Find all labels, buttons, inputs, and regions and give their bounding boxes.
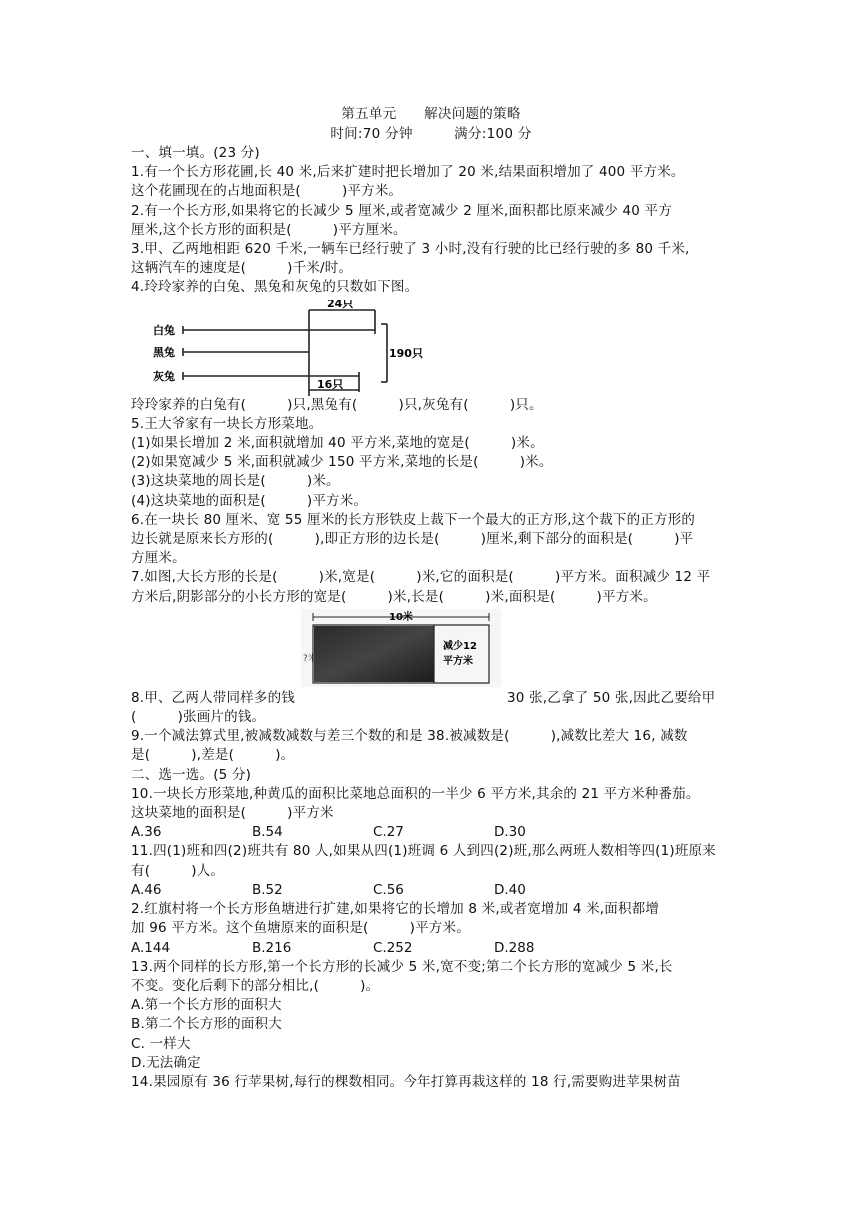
q12-option-b[interactable]: B.216: [252, 939, 292, 956]
label-16: 16只: [317, 377, 344, 391]
q10-options: [131, 823, 731, 842]
q6-line-2: 边长就是原来长方形的( ),即正方形的边长是( )厘米,剩下部分的面积是( )平: [131, 531, 694, 548]
q12-line-2: 加 96 平方米。这个鱼塘原来的面积是( )平方米。: [131, 920, 470, 937]
rabbit-diagram: [131, 300, 731, 396]
label-190: 190只: [389, 346, 423, 360]
shaded-rectangle: [314, 626, 434, 682]
q1-line-2: 这个花圃现在的占地面积是( )平方米。: [131, 183, 403, 200]
q13-option-d[interactable]: D.无法确定: [131, 1054, 201, 1071]
label-left-side: ?米: [303, 653, 317, 664]
q4-answer: 玲玲家养的白兔有( )只,黑兔有( )只,灰兔有( )只。: [131, 396, 543, 413]
q9-line-1: 9.一个减法算式里,被减数减数与差三个数的和是 38.被减数是( ),减数比差大 16, 减数: [131, 728, 688, 745]
q6-line-3: 方厘米。: [131, 550, 186, 567]
q8-line-1: [131, 689, 731, 708]
label-white-rabbit: 白兔: [153, 323, 175, 337]
q1-line-1: 1.有一个长方形花圃,长 40 米,后来扩建时把长增加了 20 米,结果面积增加了 400 平方米。: [131, 164, 685, 181]
q11-option-b[interactable]: B.52: [252, 881, 283, 898]
q10-option-a[interactable]: A.36: [131, 824, 162, 841]
rectangle-diagram-svg: [131, 609, 731, 689]
rabbit-diagram-svg: [131, 300, 431, 396]
q8-left: 8.甲、乙两人带同样多的钱: [131, 689, 295, 706]
worksheet: [131, 104, 731, 1092]
q13-option-c[interactable]: C. 一样大: [131, 1035, 191, 1052]
rectangle-diagram: [131, 609, 731, 689]
label-reduce-2: 平方米: [443, 655, 473, 667]
q5-part-4: (4)这块菜地的面积是( )平方米。: [131, 492, 368, 509]
q12-option-a[interactable]: A.144: [131, 939, 171, 956]
page-title: 第五单元 解决问题的策略: [341, 106, 521, 122]
section-1-heading: 一、填一填。(23 分): [131, 145, 260, 161]
q11-option-c[interactable]: C.56: [373, 881, 404, 898]
q10-line-1: 10.一块长方形菜地,种黄瓜的面积比菜地总面积的一半少 6 平方米,其余的 21 平方米种番茄。: [131, 785, 700, 802]
q13-line-2: 不变。变化后剩下的部分相比,( )。: [131, 977, 380, 994]
q10-option-d[interactable]: D.30: [494, 824, 526, 841]
q5-part-2: (2)如果宽减少 5 米,面积就减少 150 平方米,菜地的长是( )米。: [131, 454, 553, 471]
q10-option-c[interactable]: C.27: [373, 824, 404, 841]
label-black-rabbit: 黑兔: [153, 345, 175, 359]
q7-line-2: 方米后,阴影部分的小长方形的宽是( )米,长是( )米,面积是( )平方米。: [131, 588, 657, 605]
label-reduce-1: 减少12: [443, 640, 477, 652]
q11-line-1: 11.四(1)班和四(2)班共有 80 人,如果从四(1)班调 6 人到四(2)班,那么两班人数相等四(1)班原来: [131, 843, 716, 860]
q5-part-3: (3)这块菜地的周长是( )米。: [131, 473, 340, 490]
q2-line-1: 2.有一个长方形,如果将它的长减少 5 厘米,或者宽减少 2 厘米,面积都比原来减少 40 平方: [131, 202, 672, 219]
q12-line-1: 2.红旗村将一个长方形鱼塘进行扩建,如果将它的长增加 8 米,或者宽增加 4 米,面积都增: [131, 901, 660, 918]
q2-line-2: 厘米,这个长方形的面积是( )平方厘米。: [131, 221, 407, 238]
q13-line-1: 13.两个同样的长方形,第一个长方形的长减少 5 米,宽不变;第二个长方形的宽减少 5 米,长: [131, 958, 673, 975]
q7-line-1: 7.如图,大长方形的长是( )米,宽是( )米,它的面积是( )平方米。面积减少 12 平: [131, 569, 711, 586]
q14-line-1: 14.果园原有 36 行苹果树,每行的棵数相同。今年打算再栽这样的 18 行,需要购进苹果树苗: [131, 1073, 681, 1090]
section-2-heading: 二、选一选。(5 分): [131, 766, 252, 783]
label-10m: 10米: [389, 611, 413, 623]
q8-right: 30 张,乙拿了 50 张,因此乙要给甲: [506, 689, 716, 706]
q10-option-b[interactable]: B.54: [252, 824, 283, 841]
q9-line-2: 是( ),差是( )。: [131, 747, 295, 764]
q10-line-2: 这块菜地的面积是( )平方米: [131, 805, 334, 822]
q12-option-d[interactable]: D.288: [494, 939, 535, 956]
q11-options: [131, 881, 731, 900]
label-grey-rabbit: 灰兔: [153, 369, 175, 383]
q3-line-2: 这辆汽车的速度是( )千米/时。: [131, 260, 353, 277]
page-subtitle: 时间:70 分钟 满分:100 分: [330, 126, 532, 142]
q3-line-1: 3.甲、乙两地相距 620 千米,一辆车已经行驶了 3 小时,没有行驶的比已经行驶的多 80 千米,: [131, 241, 690, 258]
q13-option-a[interactable]: A.第一个长方形的面积大: [131, 997, 282, 1014]
q12-options: [131, 939, 731, 958]
q11-option-a[interactable]: A.46: [131, 881, 162, 898]
label-24: 24只: [327, 299, 354, 310]
q11-option-d[interactable]: D.40: [494, 881, 526, 898]
q5-intro: 5.王大爷家有一块长方形菜地。: [131, 415, 323, 432]
q8-line-2: ( )张画片的钱。: [131, 709, 266, 726]
q12-option-c[interactable]: C.252: [373, 939, 413, 956]
q5-part-1: (1)如果长增加 2 米,面积就增加 40 平方米,菜地的宽是( )米。: [131, 435, 544, 452]
q13-option-b[interactable]: B.第二个长方形的面积大: [131, 1016, 282, 1033]
q6-line-1: 6.在一块长 80 厘米、宽 55 厘米的长方形铁皮上裁下一个最大的正方形,这个裁下的正方形的: [131, 511, 696, 528]
q11-line-2: 有( )人。: [131, 862, 225, 879]
q4-text: 4.玲玲家养的白兔、黑兔和灰兔的只数如下图。: [131, 279, 419, 296]
